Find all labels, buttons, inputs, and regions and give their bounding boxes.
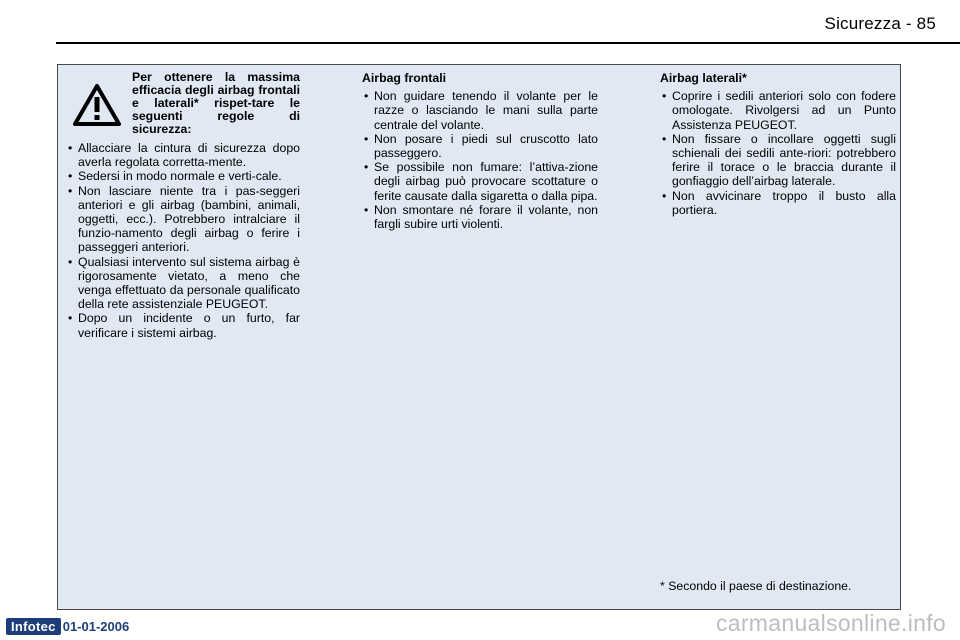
header-divider [56,42,960,44]
list-item: • Non fissare o incollare oggetti sugli schienali dei sedili ante-riori: potrebbero ferire il torace o le braccia durante il gonfiaggio dell’airbag laterale. [660,132,896,189]
front-airbags-list [362,89,598,231]
warning-text: Per ottenere la massima efficacia degli airbag frontali e laterali* rispet-tare le seguenti regole di sicurezza: [132,70,300,136]
safety-panel [57,64,901,610]
list-item: • Non smontare né forare il volante, non fargli subire urti violenti. [362,203,598,231]
column-general-rules [66,71,300,340]
list-item: • Non guidare tenendo il volante per le razze o lasciando le mani sulla parte centrale del volante. [362,89,598,132]
infotec-logo: Infotec [6,618,61,635]
column-front-airbags [362,71,598,231]
list-item: • Non avvicinare troppo il busto alla portiera. [660,189,896,217]
list-item: • Coprire i sedili anteriori solo con fodere omologate. Rivolgersi ad un Punto Assistenza PEUGEOT. [660,89,896,132]
list-item: • Qualsiasi intervento sul sistema airbag è rigorosamente vietato, a meno che venga effettuato da personale qualificato della rete assistenziale PEUGEOT. [66,255,300,312]
footer [6,618,129,635]
section-title: Airbag laterali* [660,71,747,85]
list-item: • Se possibile non fumare: l’attiva-zione degli airbag può provocare scottature o ferite causate dalla sigaretta o dalla pipa. [362,160,598,203]
list-item: • Sedersi in modo normale e verti-cale. [66,169,300,183]
general-rules-list [66,141,300,340]
page-title: Sicurezza - 85 [824,14,936,33]
list-item: • Dopo un incidente o un furto, far verificare i sistemi airbag. [66,311,300,339]
column-side-airbags [660,71,896,217]
side-airbags-list [660,89,896,217]
warning-triangle-icon [72,83,122,127]
warning-block [66,71,300,136]
section-title: Airbag frontali [362,71,447,85]
watermark: carmanualsonline.info [715,610,946,636]
footer-date: 01-01-2006 [62,619,130,634]
footnote: * Secondo il paese di destinazione. [660,579,852,593]
list-item: • Non posare i piedi sul cruscotto lato passeggero. [362,132,598,160]
list-item: • Non lasciare niente tra i pas-seggeri anteriori e gli airbag (bambini, animali, oggetti, ecc.). Potrebbero intralciare il funzio-namento degli airbag o ferire i passeggeri anteriori. [66,184,300,255]
list-item: • Allacciare la cintura di sicurezza dopo averla regolata corretta-mente. [66,141,300,169]
